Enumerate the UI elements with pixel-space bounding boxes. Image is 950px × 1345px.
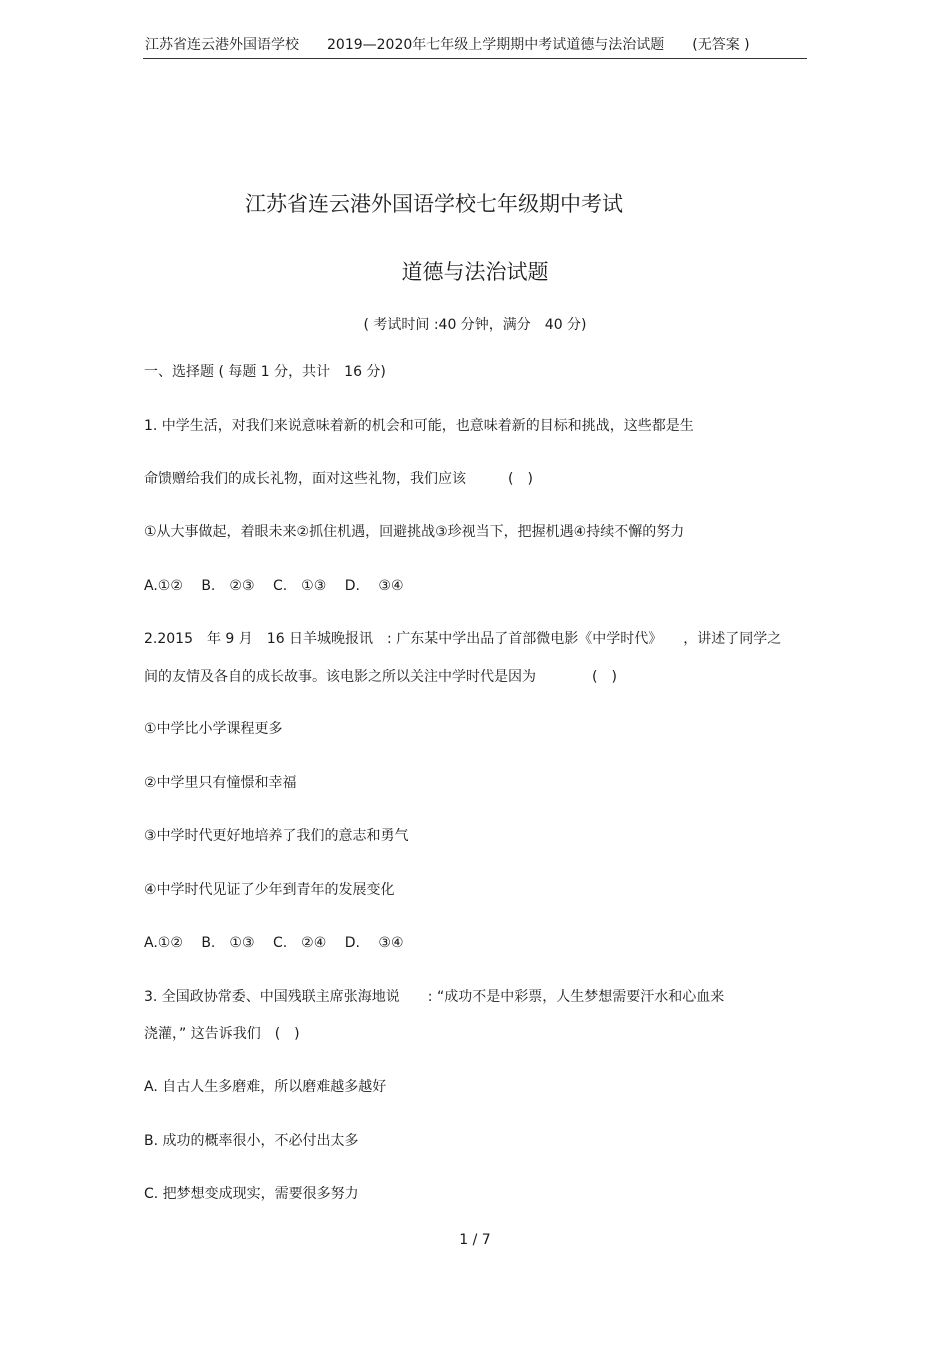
section-heading: 一、选择题 ( 每题 1 分，共计 16 分) — [144, 364, 386, 380]
question-2-item: ①中学比小学课程更多 — [144, 721, 283, 737]
question-1-options: A.①② B. ②③ C. ①③ D. ③④ — [144, 578, 404, 594]
question-2-item: ④中学时代见证了少年到青年的发展变化 — [144, 882, 395, 898]
question-1-stem-line-2: 命馈赠给我们的成长礼物，面对这些礼物，我们应该 ( ) — [144, 471, 533, 487]
question-3-stem-line-2: 浇灌，” 这告诉我们 ( ) — [144, 1026, 300, 1042]
question-2-stem-line-1: 2.2015 年 9 月 16 日羊城晚报讯 : 广东某中学出品了首部微电影《中学时代》 ，讲述了同学之 — [144, 631, 782, 647]
question-2-options: A.①② B. ①③ C. ②④ D. ③④ — [144, 935, 404, 951]
exam-info: ( 考试时间 :40 分钟，满分 40 分) — [363, 317, 587, 333]
question-1-stem-line-1: 1. 中学生活，对我们来说意味着新的机会和可能，也意味着新的目标和挑战，这些都是生 — [144, 418, 694, 434]
running-header: 江苏省连云港外国语学校 2019—2020年七年级上学期期中考试道德与法治试题 (无答案 ) — [145, 37, 750, 53]
header-rule — [143, 58, 807, 59]
question-2-stem-line-2: 间的友情及各自的成长故事。该电影之所以关注中学时代是因为 ( ) — [144, 669, 617, 685]
question-3-option: A. 自古人生多磨难，所以磨难越多越好 — [144, 1079, 387, 1095]
question-1-items: ①从大事做起，着眼未来②抓住机遇，回避挑战③珍视当下，把握机遇④持续不懈的努力 — [144, 524, 685, 540]
page-number: 1 / 7 — [459, 1232, 491, 1248]
question-3-stem-line-1: 3. 全国政协常委、中国残联主席张海地说 : “成功不是中彩票，人生梦想需要汗水和心血来 — [144, 989, 725, 1005]
question-3-option: C. 把梦想变成现实，需要很多努力 — [144, 1186, 359, 1202]
document-subtitle: 道德与法治试题 — [401, 260, 549, 284]
question-2-item: ③中学时代更好地培养了我们的意志和勇气 — [144, 828, 409, 844]
question-2-item: ②中学里只有憧憬和幸福 — [144, 775, 297, 791]
question-3-option: B. 成功的概率很小，不必付出太多 — [144, 1133, 359, 1149]
document-title: 江苏省连云港外国语学校七年级期中考试 — [245, 192, 623, 216]
